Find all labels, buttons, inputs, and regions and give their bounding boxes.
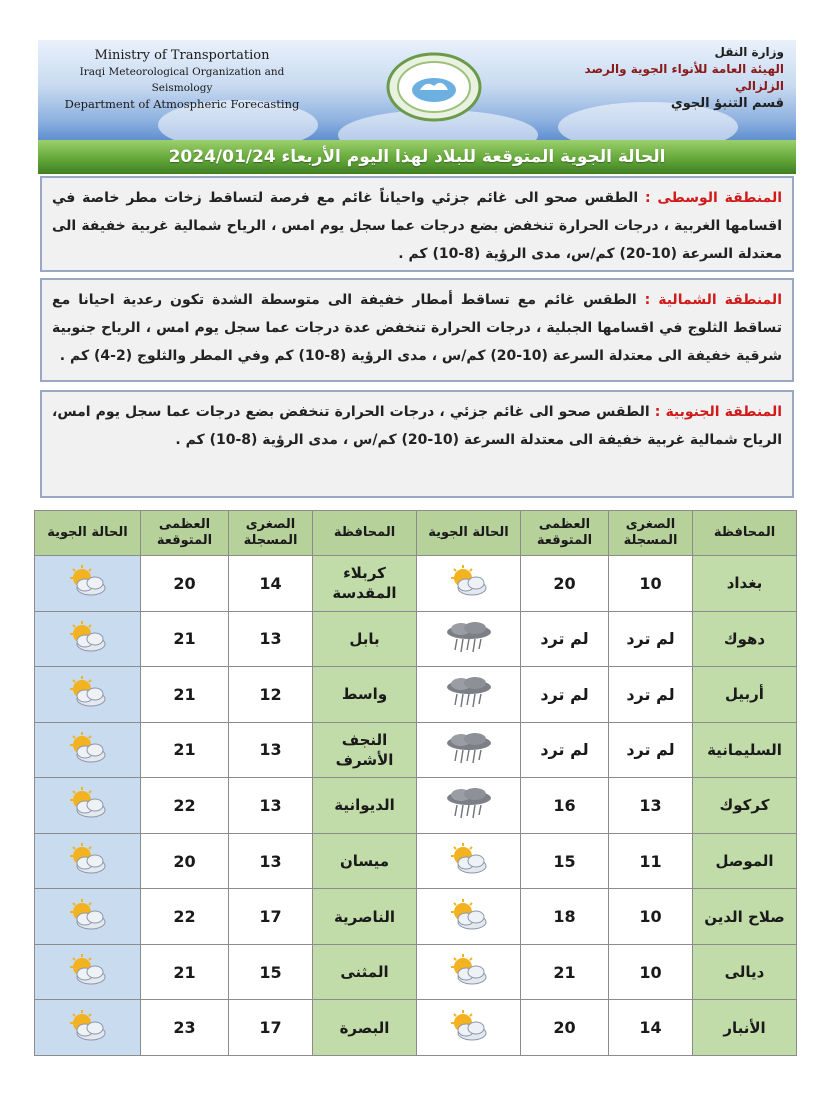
max-temp: 20 — [141, 833, 229, 889]
weather-cell — [35, 611, 141, 667]
max-temp: 18 — [521, 889, 609, 945]
weather-cell — [417, 1000, 521, 1056]
min-temp: 13 — [229, 611, 313, 667]
min-temp: لم ترد — [609, 611, 693, 667]
partly-cloudy-icon — [65, 583, 111, 602]
partly-cloudy-icon — [65, 805, 111, 824]
max-temp: 22 — [141, 778, 229, 834]
organization-logo — [384, 52, 484, 122]
province-name: كربلاء المقدسة — [313, 556, 417, 612]
weather-cell — [417, 833, 521, 889]
partly-cloudy-icon — [65, 917, 111, 936]
weather-cell — [35, 833, 141, 889]
province-name: دهوك — [693, 611, 797, 667]
partly-cloudy-icon — [65, 694, 111, 713]
max-temp: 21 — [141, 611, 229, 667]
partly-cloudy-icon — [65, 1028, 111, 1047]
weather-cell — [35, 556, 141, 612]
min-temp: 17 — [229, 889, 313, 945]
department-name-ar: قسم التنبؤ الجوي — [670, 96, 784, 111]
organization-name-ar: الهيئة العامة للأنواء الجوية والرصد الزلزالي — [584, 62, 784, 93]
weather-cell — [417, 667, 521, 723]
min-temp: 17 — [229, 1000, 313, 1056]
partly-cloudy-icon — [446, 972, 492, 991]
province-name: واسط — [313, 667, 417, 723]
max-temp: 21 — [141, 667, 229, 723]
header-province: المحافظة — [693, 511, 797, 556]
min-temp: 14 — [229, 556, 313, 612]
province-name: أربيل — [693, 667, 797, 723]
province-name: الموصل — [693, 833, 797, 889]
province-name: كركوك — [693, 778, 797, 834]
region-name: المنطقة الشمالية : — [644, 292, 782, 308]
max-temp: 22 — [141, 889, 229, 945]
header-weather: الحالة الجوية — [35, 511, 141, 556]
max-temp: 20 — [521, 1000, 609, 1056]
header-arabic-block — [534, 44, 784, 112]
min-temp: لم ترد — [609, 667, 693, 723]
province-name: النجف الأشرف — [313, 722, 417, 778]
province-name: الديوانية — [313, 778, 417, 834]
max-temp: 20 — [141, 556, 229, 612]
max-temp: لم ترد — [521, 722, 609, 778]
rain-cloud-icon — [443, 694, 495, 713]
weather-cell — [35, 778, 141, 834]
partly-cloudy-icon — [446, 583, 492, 602]
header-province: المحافظة — [313, 511, 417, 556]
max-temp: 21 — [141, 722, 229, 778]
province-name: بغداد — [693, 556, 797, 612]
weather-cell — [417, 944, 521, 1000]
header-banner — [38, 40, 796, 140]
header-min: الصغرى المسجلة — [229, 511, 313, 556]
region-central-forecast — [40, 176, 794, 272]
region-text: الطقس صحو الى غائم جزئي ، درجات الحرارة تنخفض بضع درجات عما سجل يوم امس، الرياح شمالية غربية خفيفة الى معتدلة السرعة (10-20) كم/س ، مدى الرؤية (8-10) كم . — [52, 404, 782, 448]
table-row — [35, 833, 797, 889]
province-name: ميسان — [313, 833, 417, 889]
region-north-forecast — [40, 278, 794, 382]
province-name: المثنى — [313, 944, 417, 1000]
header-max: العظمى المتوقعة — [141, 511, 229, 556]
max-temp: لم ترد — [521, 611, 609, 667]
min-temp: 10 — [609, 944, 693, 1000]
region-name: المنطقة الجنوبية : — [654, 404, 782, 420]
province-name: صلاح الدين — [693, 889, 797, 945]
max-temp: 16 — [521, 778, 609, 834]
region-name: المنطقة الوسطى : — [645, 190, 783, 206]
province-name: البصرة — [313, 1000, 417, 1056]
weather-cell — [417, 778, 521, 834]
min-temp: 12 — [229, 667, 313, 723]
partly-cloudy-icon — [446, 861, 492, 880]
weather-cell — [417, 611, 521, 667]
header-max: العظمى المتوقعة — [521, 511, 609, 556]
partly-cloudy-icon — [65, 861, 111, 880]
table-row — [35, 778, 797, 834]
partly-cloudy-icon — [446, 917, 492, 936]
table-row — [35, 1000, 797, 1056]
min-temp: 15 — [229, 944, 313, 1000]
weather-cell — [35, 1000, 141, 1056]
region-text: الطقس صحو الى غائم جزئي واحياناً غائم مع فرصة لتساقط زخات مطر خاصة في اقسامها الغربية ، درجات الحرارة تنخفض بضع درجات عما سجل يوم امس ، الرياح شمالية غربية خفيفة الى معتدلة السرعة (10-20) كم/س، مدى الرؤية (8-10) كم . — [52, 190, 782, 262]
weather-cell — [417, 722, 521, 778]
rain-cloud-icon — [443, 639, 495, 658]
header-min: الصغرى المسجلة — [609, 511, 693, 556]
weather-cell — [35, 722, 141, 778]
header-english-block — [52, 48, 312, 112]
min-temp: 13 — [229, 833, 313, 889]
min-temp: 11 — [609, 833, 693, 889]
partly-cloudy-icon — [65, 972, 111, 991]
province-name: السليمانية — [693, 722, 797, 778]
temperature-table — [34, 510, 797, 1056]
organization-name-en: Iraqi Meteorological Organization and Seismology — [79, 66, 285, 94]
ministry-name-en: Ministry of Transportation — [94, 48, 270, 63]
weather-cell — [417, 556, 521, 612]
partly-cloudy-icon — [446, 1028, 492, 1047]
province-name: الأنبار — [693, 1000, 797, 1056]
min-temp: 14 — [609, 1000, 693, 1056]
province-name: الناصرية — [313, 889, 417, 945]
max-temp: 15 — [521, 833, 609, 889]
max-temp: 23 — [141, 1000, 229, 1056]
header-weather: الحالة الجوية — [417, 511, 521, 556]
table-row — [35, 889, 797, 945]
min-temp: 13 — [609, 778, 693, 834]
forecast-title: الحالة الجوية المتوقعة للبلاد لهذا اليوم الأربعاء 2024/01/24 — [168, 147, 666, 167]
weather-cell — [35, 944, 141, 1000]
rain-cloud-icon — [443, 750, 495, 769]
max-temp: 20 — [521, 556, 609, 612]
partly-cloudy-icon — [65, 639, 111, 658]
rain-cloud-icon — [443, 805, 495, 824]
max-temp: لم ترد — [521, 667, 609, 723]
min-temp: 10 — [609, 889, 693, 945]
ministry-name-ar: وزارة النقل — [714, 45, 784, 59]
province-name: ديالى — [693, 944, 797, 1000]
min-temp: 13 — [229, 722, 313, 778]
weather-cell — [417, 889, 521, 945]
weather-cell — [35, 667, 141, 723]
province-name: بابل — [313, 611, 417, 667]
table-row — [35, 722, 797, 778]
region-south-forecast — [40, 390, 794, 498]
table-row — [35, 556, 797, 612]
forecast-title-bar — [38, 140, 796, 174]
table-row — [35, 944, 797, 1000]
table-row — [35, 667, 797, 723]
min-temp: لم ترد — [609, 722, 693, 778]
min-temp: 13 — [229, 778, 313, 834]
max-temp: 21 — [141, 944, 229, 1000]
table-row — [35, 611, 797, 667]
weather-cell — [35, 889, 141, 945]
partly-cloudy-icon — [65, 750, 111, 769]
region-text: الطقس غائم مع تساقط أمطار خفيفة الى متوسطة الشدة تكون رعدية احيانا مع تساقط الثلوج في اقسامها الجبلية ، درجات الحرارة تنخفض عدة درجات عما سجل يوم امس ، الرياح جنوبية شرقية خفيفة الى معتدلة السرعة (10-20) كم/س ، مدى الرؤية (8-10) كم وفي المطر والثلوج (2-4) كم . — [52, 292, 782, 364]
max-temp: 21 — [521, 944, 609, 1000]
min-temp: 10 — [609, 556, 693, 612]
department-name-en: Department of Atmospheric Forecasting — [64, 97, 300, 111]
table-header-row — [35, 511, 797, 556]
